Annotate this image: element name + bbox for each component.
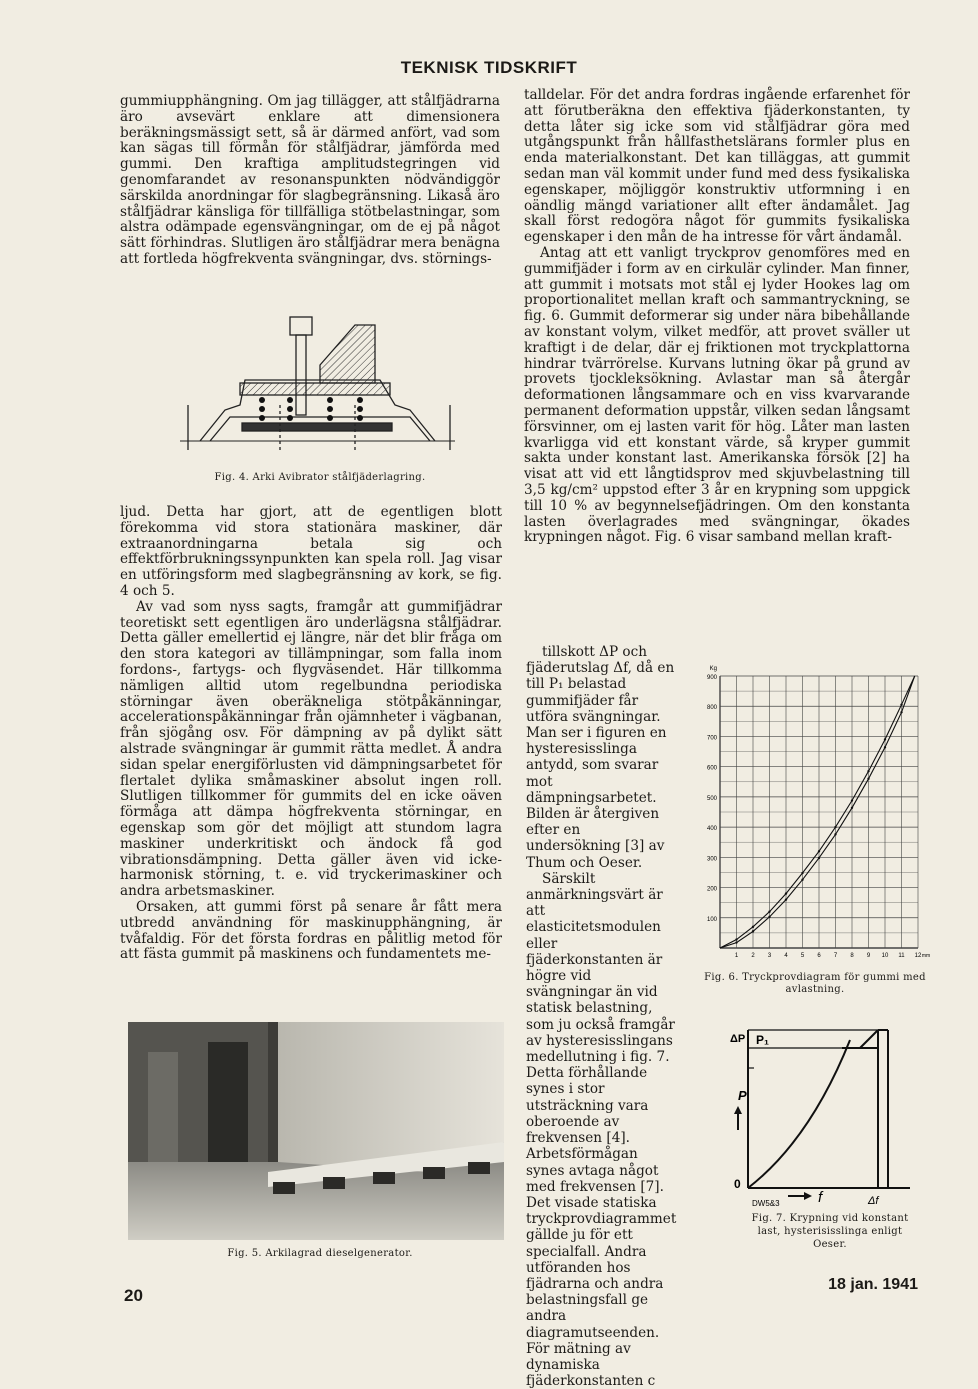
data-point [768,911,770,913]
x-tick-label: 5 [800,953,805,959]
paragraph: Orsaken, att gummi först på senare år fått mera utbredd användning för maskinupphängning, är tvåfaldig. För det första fordras en pålitlig metod för att fästa gummit på maskinens och fundamentets me- [120,898,502,963]
data-point [851,807,853,809]
data-point [818,850,820,852]
data-point [884,738,886,740]
right-column-top [524,88,910,546]
fig6-chart [696,652,936,962]
y-tick-label: 900 [706,675,717,681]
y-tick-label: 200 [706,886,717,893]
data-point [735,941,737,943]
data-point [785,892,787,894]
fig7-label-p: P [738,1088,747,1103]
fig7-label-df: Δf [868,1195,879,1207]
x-tick-label: 11 [898,953,905,959]
data-point [867,770,869,772]
paragraph: Av vad som nyss sagts, framgår att gummifjädrar teoretiskt sett egentligen äro underlägsna stålfjädrar. Detta gäller emellertid ej längre, när det blir fråga om den stora kategori av tillämpningar, som falla inom fordons-, fartygs- och flygväsendet. Här tillkomma nämligen alltid utom regelbundna periodiska störningar även oberäkneliga stötpåkänningar, accelerationspåkänningar från ojämnheter i vägbanan, från sjögång osv. För dämpning av på dylikt sätt alstrade svängningar är gummit rätta medlet. Å andra sidan spelar energiförlusten vid dämpningsarbetet för flertalet dylika småmaskiner absolut ingen roll. Slutligen tillkommer för gummits del en icke oäven förmåga att dämpa högfrekventa störningar, en egenskap som gör det möjligt att stundom lagra maskiner underkritiskt och ändock få god vibrationsdämpning. Detta gäller även vid icke-harmonisk störning, t. e. vid tryckerimaskiner och andra arbetsmaskiner. [120,598,502,900]
data-point [801,878,803,880]
fig7-label-p1: P₁ [756,1033,769,1047]
fig7-caption: Fig. 7. Krypning vid konstant last, hysterisisslinga enligt Oeser. [751,1213,909,1250]
x-axis-label: mm [921,953,931,959]
y-tick-label: 600 [706,765,717,772]
diesel-generator-image [128,1022,504,1240]
fig6-caption: Fig. 6. Tryckprovdiagram för gummi med avlastning. [704,972,926,995]
data-point [785,898,787,900]
data-point [900,711,902,713]
fig7-label-origin: 0 [734,1177,741,1191]
data-point [735,938,737,940]
fig5-photo [128,1022,504,1240]
data-point [752,926,754,928]
fig4-caption: Fig. 4. Arki Avibrator stålfjäderlagring. [214,472,426,483]
x-tick-label: 10 [881,953,889,959]
x-tick-label: 12 [914,953,922,959]
data-point [900,704,902,706]
page-number: 20 [124,1286,143,1305]
x-tick-label: 2 [751,953,755,959]
x-tick-label: 4 [784,953,788,959]
issue-date: 18 jan. 1941 [828,1276,918,1293]
y-tick-label: 300 [706,856,717,863]
data-point [884,746,886,748]
x-tick-label: 1 [734,953,739,959]
data-point [834,826,836,828]
x-tick-label: 8 [850,953,854,959]
data-point [834,833,836,835]
left-column-top [120,94,500,268]
data-point [818,857,820,859]
y-tick-label: 100 [706,916,717,923]
paragraph: Antag att ett vanligt tryckprov genomföres med en gummifjäder i form av en cirkulär cylinder. Man finner, att gummit i motsats mot stål ej lyder Hookes lag om proportionalitet mellan kraft och sammantryckning, se fig. 6. Gummit deformerar sig under nära bibehållande av konstant volym, vilket medför, att provet sväller ut kraftigt i de delar, där ej friktionen mot tryckplattorna hindrar tvärrörelse. Kurvans lutning ökar på grund av provets tjockleksökning. Avlastar man så återgår deformationen långsammare och en viss kvarvarande permanent deformation uppstår, vilken sedan långsamt försvinner, om ej lasten varit för hög. Låter man lasten kvarligga vid ett konstant värde, så kryper gummit sakta under konstant last. Amerikanska försök [2] ha visat att vid ett långtidsprov med skjuvbelastning till 3,5 kg/cm² uppstod efter 3 år en krypning som uppgick till 10 % av begynnelsefjädringen. Om den konstanta lasten överlagrades med svängningar, ökades krypningen något. Fig. 6 visar samband mellan kraft- [524,244,910,546]
y-tick-label: 800 [706,705,717,712]
left-column-bottom [120,505,502,963]
y-tick-label: 500 [706,795,717,802]
data-point [768,916,770,918]
paragraph: gummiupphängning. Om jag tillägger, att stålfjädrarna äro avsevärt enklare att dimensionera beräkningsmässigt sett, så är därmed anfört, vad som kan sägas till förmån för stålfjädrar, jämförda med gummi. Den kraftiga amplitudstegringen vid genomfarandet av resonanspunkten nödvändiggör särskilda anordningar för slagbegränsning. Likaså äro stålfjädrar känsliga för tillfälliga stötbelastningar, som alstra odämpade egensvängningar, om de ej på något sätt förhindras. Slutligen äro stålfjädrar mera benägna att fortleda högfrekventa svängningar, dvs. störnings- [120,93,500,267]
x-tick-label: 3 [767,953,772,959]
y-axis-label: Kg [709,666,717,672]
data-point [851,799,853,801]
paragraph: Särskilt anmärkningsvärt är att elasticitetsmodulen eller fjäderkonstanten är högre vid svängningar än vid statisk belastning, som ju också framgår av hysteresisslingans medellutning i fig. 7. Detta förhållande synes i stor utsträckning vara oberoende av frekvensen [4]. Arbetsförmågan synes avtaga något med frekvensen [7]. Det visade statiska tryckprovdiagrammet gällde ju för ett specialfall. Andra utföranden hos fjädrarna och andra belastningsfall ge andra diagramutseenden. För mätning av dynamiska fjäderkonstanten c [526,870,677,1389]
fig7-label-f: f [818,1189,823,1206]
x-tick-label: 7 [833,953,838,959]
journal-header: TEKNISK TIDSKRIFT [400,58,578,77]
paragraph: ljud. Detta har gjort, att de egentligen blott förekomma vid stora stationära maskiner, där extraanordningarna betala sig och effektförbrukningssynpunkten kan spela roll. Jag visar en utföringsform med slagbegränsning av kork, se fig. 4 och 5. [120,504,502,599]
fig7-label-dp: ΔP [730,1033,746,1045]
x-tick-label: 9 [866,953,871,959]
data-point [801,872,803,874]
x-tick-label: 6 [817,953,821,959]
fig5-caption: Fig. 5. Arkilagrad dieselgenerator. [227,1248,413,1259]
paragraph: tillskott ΔP och fjäderutslag Δf, då en till P₁ belastad gummifjäder får utföra svängningar. Man ser i figuren en hysteresisslinga antydd, som svarar mot dämpningsarbetet. Bilden är återgiven efter en undersökning [3] av Thum och Oeser. [526,644,675,871]
fig7-stamp: DW5&3 [752,1199,780,1208]
paragraph: talldelar. För det andra fordras ingående erfarenhet för att förutberäkna den effektiva fjäderkonstanten, ty detta låter sig icke som vid stålfjädrar göra med utgångspunkt från hållfasthetslärans formler plus en enda materialkonstant. Det kan tilläggas, att gummit sedan man väl kommit under fund med dess fysikaliska egenskaper, möjliggör konstruktiv utformning i en oändlig mängd variationer allt efter ändamålet. Jag skall först redogöra något för gummits fysikaliska egenskaper i den mån de ha intresse för vårt ändamål. [524,87,910,246]
fig4-drawing [180,305,460,455]
data-point [867,778,869,780]
y-tick-label: 400 [706,826,717,833]
data-point [752,930,754,932]
right-narrow-column-1 [526,644,678,1389]
fig7-diagram [730,1020,920,1210]
y-tick-label: 700 [706,735,717,742]
